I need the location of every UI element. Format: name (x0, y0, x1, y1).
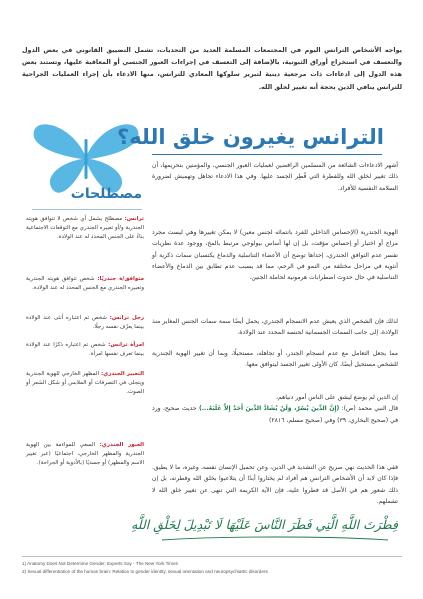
footnote-divider (22, 556, 402, 557)
hadith-source: حديث صحيح، ورد في (صحيح البخاري، ٣٩) وفي (صحيح مسلم، ٢٨١٦) (152, 405, 398, 424)
glossary-item (26, 275, 144, 293)
footnote-2: 2) Sexual differentiation of the human brain: Relation to gender identity, sexual orientation and neuropsychiatric disorders (22, 569, 268, 574)
main-paragraph-6: ففي هذا الحديث نهي صريح عن التشديد في الدين، وعن تحميل الإنسان نفسه، وغيره، ما لا يطيق. فإذا كان لابد أن الأشخاص الترانس هم أفراد لم يختاروا أبدًا أن يتلاعبوا بخلق الله وفطرته، بل إن ذلك شعور هم في الأصل قد فطروا عليه، فإن الآية الكريمة التي تنهى عن تغيير خلق الله لا تشملهم. (152, 464, 398, 505)
main-paragraph-4: مما يجعل التعامل مع عدم انسجام الجندر، أو تجاهله، مستحيلًا، وبما أن تغيير الهوية الجندرية للشخص مستحيل أيضًا، كان الأولى تغيير الجسد ليتوافق معها. (152, 350, 398, 369)
page-title: الترانس يغيرون خلق الله؟ (117, 125, 384, 149)
glossary-definition: مصطلح يشمل أي شخص لا تتوافق هويته الجندرية و/أو تعبيره الجندري مع التوقعات الاجتماعية بناءً على الجنس المحدد له عند الولادة. (26, 216, 144, 241)
glossary-definition: شخص تتوافق هويته الجندرية وتعبيره الجندري مع الجنس المحدد له عند الولادة. (26, 276, 144, 292)
main-paragraph-1: أشهر الادعاءات الشائعة من المسلمين الرافضين لعمليات العبور الجنسي، والمؤمنين بتحريمها، أن ذلك تغيير لخلق الله وللفطرة التي فُطِر الجسد عليها. وفي هذا الادعاء تجاهل وتهميش لضرورة السلامة النفسية للأفراد. (152, 162, 398, 192)
glossary-definition: شخص تم اعتباره ذكرًا عند الولادة بينما تعرف نفسها امرأة. (26, 342, 144, 358)
main-paragraph-2: الهوية الجندرية (الإحساس الداخلي للفرد بانتمائه لجنس معين) لا يمكن تغييرها وهي ليست مجرد مزاج أو اختيار أو إحساس مؤقت، بل إن لها أساس بيولوجي مرتبط بالمخ، ووجود عدة نظريات تفسر عدم التوافق الجندري، إحداها توضح أن الأعضاء التناسلية والدماغ يكتسبان سمات ذكرية أو أنثوية في مراحل مختلفة من النمو في الرحم، مما قد يسبب عدم تطابق بين الدماغ والأعضاء التناسلية في حال حدوث اضطرابات هرمونية لحاملة الجنين. (152, 229, 398, 282)
glossary-item (26, 370, 144, 398)
footnote-1: 1) Anatomy Does Not Determine Gender, Experts Say - The New York Times (22, 561, 178, 566)
glossary-term: رجل ترانس: (109, 315, 144, 321)
calligraphy-underline-decoration (160, 536, 390, 542)
glossary-item (26, 215, 144, 243)
glossary-definition: المظهر الخارجي للهوية الجندرية ويتجلى في التصرفات أو الملابس أو شكل الشعر أو الصوت. (26, 371, 144, 396)
footnotes (22, 560, 417, 576)
hadith-intro: قال النبي محمد (ص): (339, 405, 399, 413)
quran-verse-calligraphy: فِطْرَتَ اللَّهِ الَّتِي فَطَرَ النَّاسَ عَلَيْهَا لَا تَبْدِيلَ لِخَلْقِ اللَّهِ (131, 517, 398, 532)
glossary-term: العبور الجندري: (99, 442, 145, 448)
sidebar-title-rule (32, 209, 142, 210)
title-underline (152, 154, 382, 155)
glossary-item (26, 441, 144, 469)
main-paragraph-3: لذلك فإن الشخص الذي يعيش عدم الانسجام الجندري، يحمل أيضًا سمة سمات الجنس المغاير منذ الولادة، إلى جانب السمات الجسمانية لجنسه المحدد عند الولادة. (152, 318, 398, 337)
glossary-definition: شخص تم اعتباره أنثى عند الولادة بينما يعرّف نفسه رجلًا. (26, 315, 144, 331)
hadith-quote: (إِنَّ الدِّينَ يُسْرٌ، وَلَنْ يُشَادَّ الدِّينَ أَحَدٌ إِلاَّ غَلَبَهُ...) (198, 405, 340, 413)
glossary-term: التعبير الجندري: (100, 371, 145, 377)
glossary-item (26, 341, 144, 359)
intro-paragraph: يواجه الأشخاص الترانس اليوم في المجتمعات المسلمة العديد من التحديات، تشمل التضييق القانوني في بعض الدول والتعسف في استخراج أوراق الثبوتية، بالإضافة إلى التعسف في إجراءات العبور الجنسي أو المعاقبة عليها، وتستند بعض هذه الدول إلى ادعاءات ذات مرجعية دينية لتبرير سلوكها المعادي للترانس، منها الادعاء بأن إجراء العمليات الجراحية للترانس ينافي الدين بحجة أنه تغيير لخلق الله. (22, 46, 402, 91)
glossary-term: امرأة ترانس: (108, 342, 144, 348)
main-paragraph-5 (152, 392, 398, 426)
sidebar-title: مصطلحات (70, 186, 142, 202)
glossary-item (26, 314, 144, 332)
glossary-definition: السعي للمواءمة بين الهوية الجندرية والمظهر الخارجي، اجتماعيًا (عبر تغيير الاسم والمظهر) أو جسديًا (بالأدوية أو الجراحة). (26, 442, 144, 467)
hadith-lead: إن الدين لم يوضع ليشق على الناس أمور دنياهم، (276, 394, 398, 401)
glossary-term: ترانس: (124, 216, 144, 222)
glossary-term: متوافق/ة جندريًا: (97, 276, 144, 282)
